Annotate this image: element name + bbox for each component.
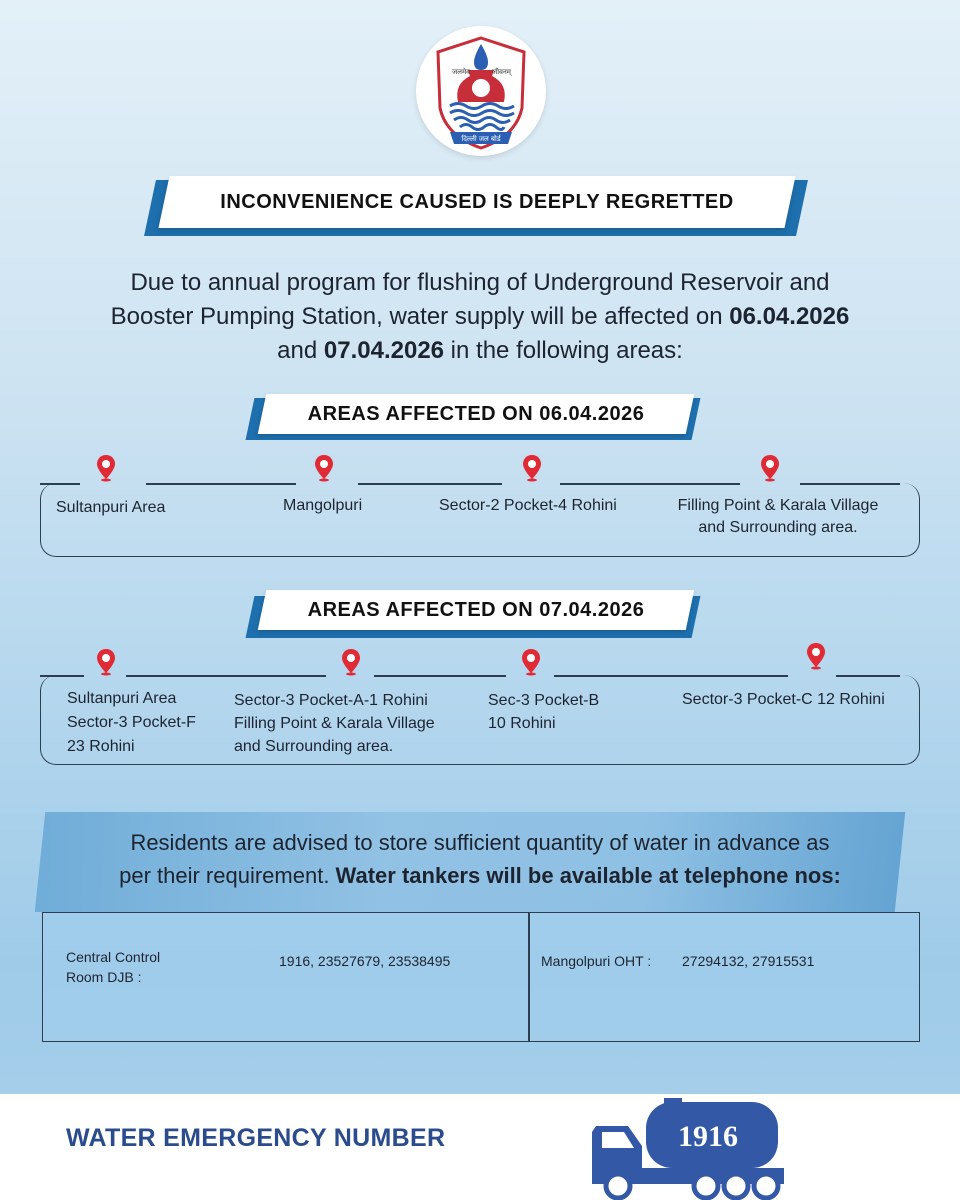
advisory-line-1: Residents are advised to store sufficient quantity of water in advance as xyxy=(130,830,830,855)
day2-area-3-line2: 10 Rohini xyxy=(488,715,556,732)
contacts-divider xyxy=(528,912,530,1042)
day2-area-2-line3: and Surrounding area. xyxy=(234,738,394,755)
advisory-line-2-pre: per their requirement. xyxy=(119,863,336,888)
day1-line xyxy=(560,483,740,485)
day2-area-3-line1: Sec-3 Pocket-B xyxy=(488,692,600,709)
day1-line xyxy=(40,483,80,485)
intro-date-1: 06.04.2026 xyxy=(729,303,850,330)
day2-header: AREAS AFFECTED ON 07.04.2026 xyxy=(307,599,645,621)
contacts-table xyxy=(42,912,920,1042)
day2-area-2 xyxy=(234,689,435,758)
contact-2-numbers: 27294132, 27915531 xyxy=(682,953,815,969)
intro-line-2 xyxy=(40,300,920,334)
day2-line xyxy=(40,675,84,677)
logo-right-text: जीवनम् xyxy=(492,68,511,76)
day2-area-1-line1: Sultanpuri Area xyxy=(67,690,177,707)
day1-area-3: Sector-2 Pocket-4 Rohini xyxy=(439,497,617,514)
advisory-line-2-bold: Water tankers will be available at telephone nos: xyxy=(335,863,841,888)
location-pin-icon xyxy=(96,454,116,482)
logo-bottom-text: दिल्ली जल बोर्ड xyxy=(461,135,501,143)
intro-line-3-pre: and xyxy=(277,337,324,364)
day1-area-2: Mangolpuri xyxy=(283,497,363,514)
day2-area-1-line3: 23 Rohini xyxy=(67,738,135,755)
day2-area-2-line2: Filling Point & Karala Village xyxy=(234,715,435,732)
intro-paragraph xyxy=(40,266,920,368)
intro-line-1: Due to annual program for flushing of Underground Reservoir and xyxy=(130,269,830,296)
location-pin-icon xyxy=(760,454,780,482)
location-pin-icon xyxy=(314,454,334,482)
day1-area-4 xyxy=(660,495,896,539)
intro-line-2-text: Booster Pumping Station, water supply will be affected on xyxy=(110,303,730,330)
contact-1-numbers: 1916, 23527679, 23538495 xyxy=(279,953,451,969)
delhi-jal-board-logo xyxy=(416,26,546,156)
day2-line xyxy=(554,675,788,677)
day2-area-2-line1: Sector-3 Pocket-A-1 Rohini xyxy=(234,692,428,709)
day1-line xyxy=(800,483,900,485)
logo-emblem xyxy=(416,26,546,156)
day2-area-4: Sector-3 Pocket-C 12 Rohini xyxy=(682,691,885,708)
day2-line xyxy=(374,675,506,677)
location-pin-icon xyxy=(522,454,542,482)
day1-line xyxy=(358,483,502,485)
intro-date-2: 07.04.2026 xyxy=(323,337,445,364)
advisory-text xyxy=(60,826,900,892)
emergency-number: 1916 xyxy=(678,1120,738,1153)
emergency-label: WATER EMERGENCY NUMBER xyxy=(66,1124,446,1152)
day1-header: AREAS AFFECTED ON 06.04.2026 xyxy=(307,403,645,425)
location-pin-icon xyxy=(96,648,116,676)
contact-1-label xyxy=(66,947,160,987)
location-pin-icon xyxy=(806,642,826,670)
day1-area-4-line2: and Surrounding area. xyxy=(698,519,858,536)
intro-line-3 xyxy=(40,334,920,368)
day2-area-3 xyxy=(488,689,599,735)
contact-1-label-line1: Central Control xyxy=(66,949,161,965)
day1-area-1: Sultanpuri Area xyxy=(56,499,166,516)
location-pin-icon xyxy=(341,648,361,676)
day2-area-1 xyxy=(67,687,196,759)
intro-line-3-post: in the following areas: xyxy=(444,337,683,364)
day2-area-1-line2: Sector-3 Pocket-F xyxy=(67,714,196,731)
location-pin-icon xyxy=(521,648,541,676)
regret-banner: INCONVENIENCE CAUSED IS DEEPLY REGRETTED xyxy=(220,191,734,213)
day1-line xyxy=(146,483,296,485)
contact-2-label: Mangolpuri OHT : xyxy=(541,953,652,969)
advisory-line-2 xyxy=(60,859,900,892)
day1-area-4-line1: Filling Point & Karala Village xyxy=(677,497,879,514)
day2-line xyxy=(126,675,326,677)
contact-1-label-line2: Room DJB : xyxy=(66,969,142,985)
day2-line xyxy=(836,675,900,677)
logo-left-text: जलमेव xyxy=(452,68,471,76)
